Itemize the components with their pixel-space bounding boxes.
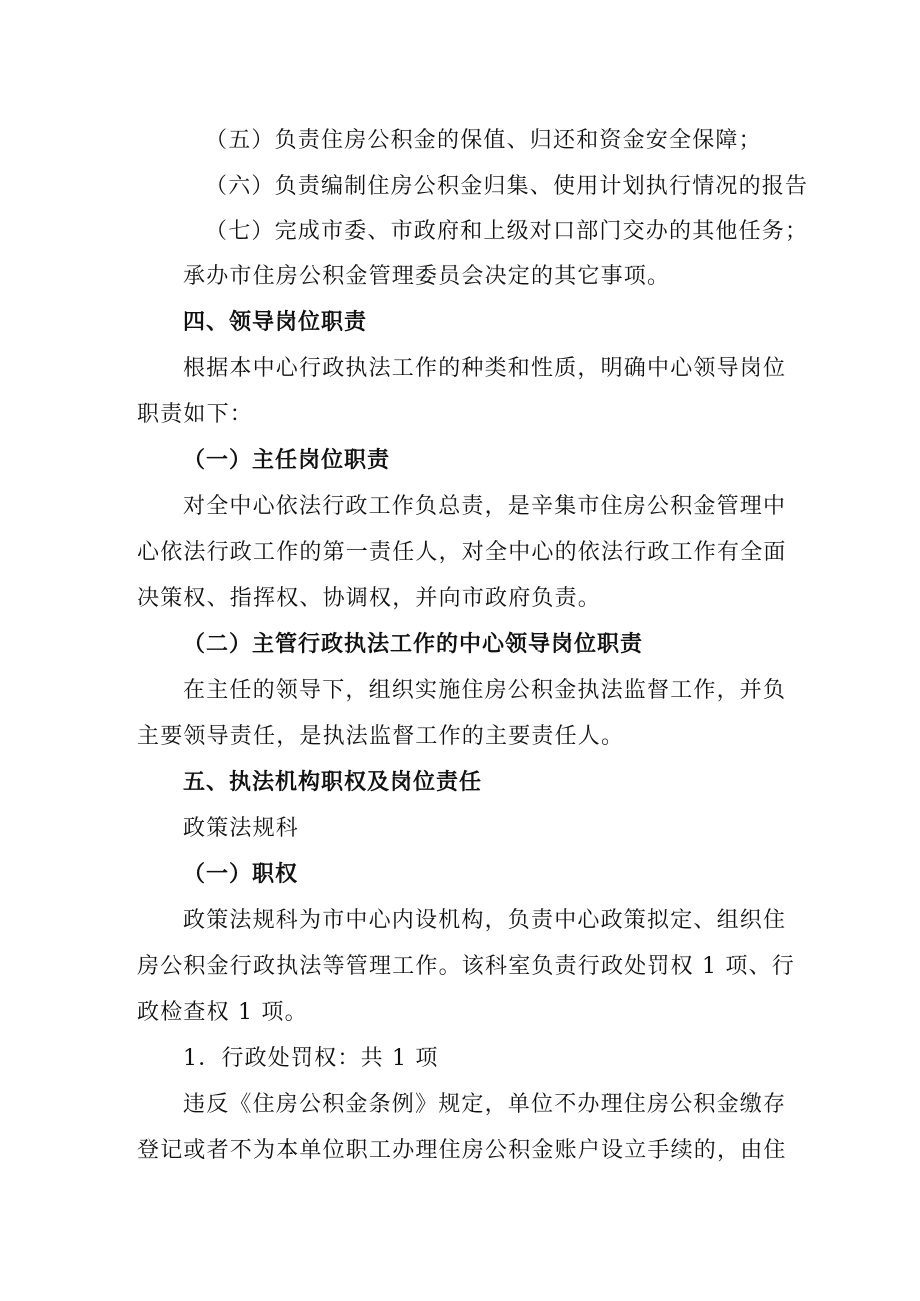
paragraph-item-7: （七）完成市委、市政府和上级对口部门交办的其他任务； xyxy=(205,219,809,244)
subheading-director-duties: （一）主任岗位职责 xyxy=(183,448,391,473)
paragraph-item-5: （五）负责住房公积金的保值、归还和资金安全保障； xyxy=(205,128,762,153)
list-item-penalty-power: 1．行政处罚权：共 1 项 xyxy=(183,1046,439,1071)
paragraph-line: 职责如下： xyxy=(137,402,254,427)
paragraph-line: 登记或者不为本单位职工办理住房公积金账户设立手续的，由住 xyxy=(137,1138,787,1163)
paragraph-line: 对全中心依法行政工作负总责，是辛集市住房公积金管理中 xyxy=(183,494,787,519)
paragraph-line: 房公积金行政执法等管理工作。该科室负责行政处罚权 1 项、行 xyxy=(137,954,795,979)
section-heading-4: 四、领导岗位职责 xyxy=(183,310,368,335)
paragraph-line: 心依法行政工作的第一责任人，对全中心的依法行政工作有全面 xyxy=(137,540,787,565)
paragraph-line: 主要领导责任，是执法监督工作的主要责任人。 xyxy=(137,724,625,749)
paragraph-item-6: （六）负责编制住房公积金归集、使用计划执行情况的报告 xyxy=(205,174,809,199)
paragraph-line: 决策权、指挥权、协调权，并向市政府负责。 xyxy=(137,586,602,611)
paragraph-continuation: 承办市住房公积金管理委员会决定的其它事项。 xyxy=(183,264,671,289)
department-name: 政策法规科 xyxy=(183,816,300,841)
section-heading-5: 五、执法机构职权及岗位责任 xyxy=(183,770,483,795)
paragraph-line: 政检查权 1 项。 xyxy=(137,1000,308,1025)
subheading-powers: （一）职权 xyxy=(183,862,299,887)
paragraph-line: 违反《住房公积金条例》规定，单位不办理住房公积金缴存 xyxy=(183,1092,787,1117)
paragraph-line: 根据本中心行政执法工作的种类和性质，明确中心领导岗位 xyxy=(183,356,787,381)
paragraph-line: 在主任的领导下，组织实施住房公积金执法监督工作，并负 xyxy=(183,678,787,703)
subheading-enforcement-leader-duties: （二）主管行政执法工作的中心领导岗位职责 xyxy=(183,632,644,657)
paragraph-line: 政策法规科为市中心内设机构，负责中心政策拟定、组织住 xyxy=(183,908,787,933)
